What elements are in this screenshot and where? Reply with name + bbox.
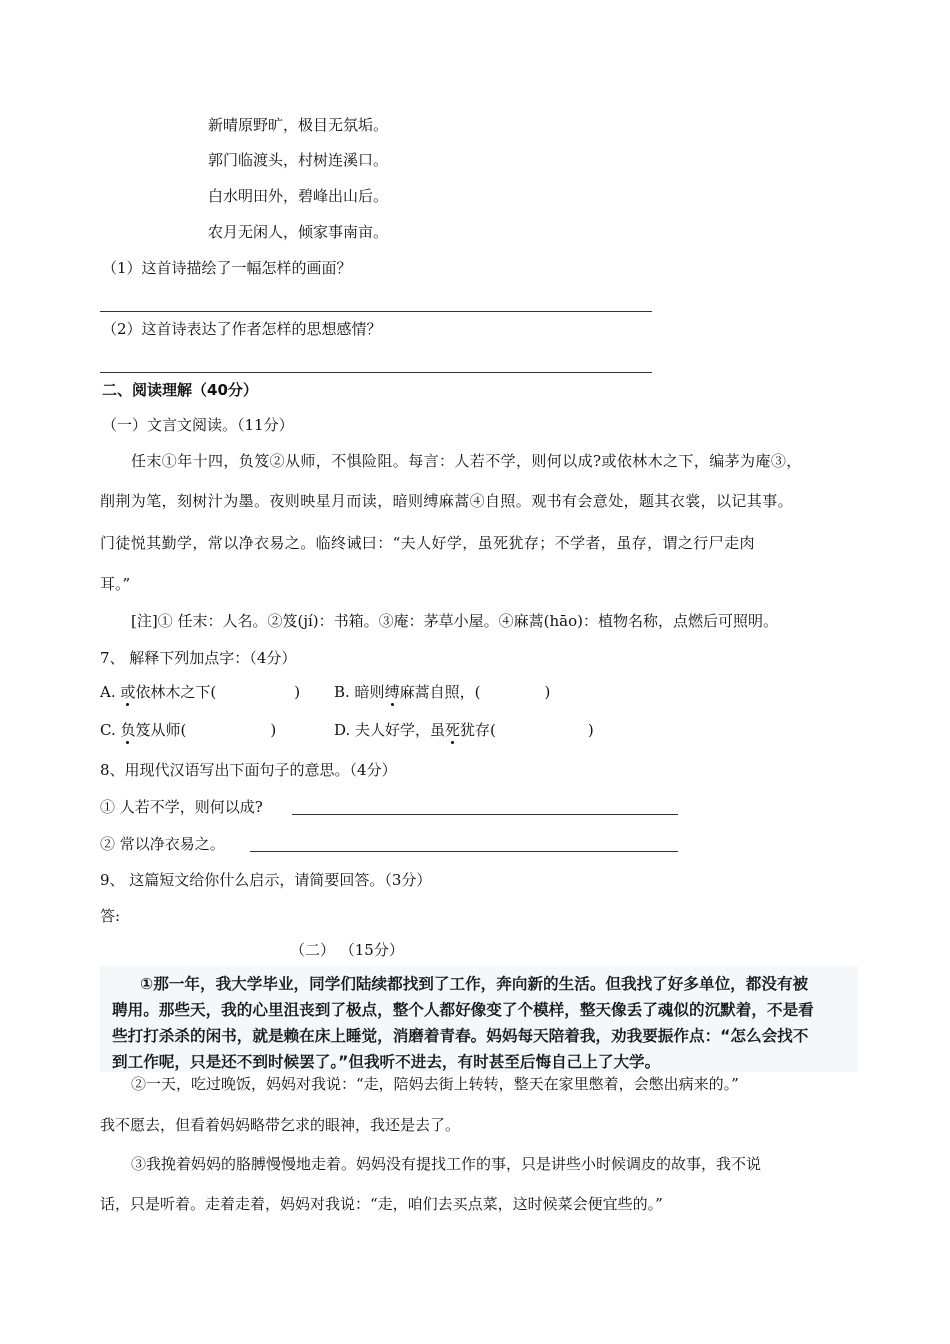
question-9: 9、 这篇短文给你什么启示，请简要回答。（3分） — [100, 871, 432, 889]
scanned-paragraph — [100, 966, 858, 1072]
q7-option-d — [334, 720, 594, 740]
passage-line-1: 任末①年十四，负笈②从师，不惧险阻。每言：人若不学，则何以成?或依林木之下，编茅为庵③， — [131, 452, 802, 470]
story-p3-line-1: ③我挽着妈妈的胳膊慢慢地走着。妈妈没有提找工作的事，只是讲些小时候调皮的故事，我不说 — [131, 1155, 762, 1173]
annotation-note: [注]① 任末：人名。②笈(jí)：书箱。③庵：茅草小屋。④麻蒿(hāo)：植物名称，点燃后可照明。 — [131, 612, 778, 630]
part2-title: （二） （15分） — [290, 941, 404, 959]
part1-title: （一）文言文阅读。（11分） — [102, 416, 294, 434]
q7-d-label: D. 夫人好学，虽 — [334, 721, 446, 739]
q7-d-dotted-char: 死 — [445, 721, 461, 739]
passage-line-4: 耳。” — [100, 575, 131, 593]
section-heading: 二、阅读理解（40分） — [102, 381, 258, 399]
scan-line-1: ①那一年，我大学毕业，同学们陆续都找到了工作，奔向新的生活。但我找了好多单位，都没有被 — [140, 975, 809, 993]
answer-line-2[interactable] — [100, 372, 652, 373]
q7-c-dotted-char: 负 — [120, 721, 136, 739]
q7-d-text: 犹存( — [460, 721, 496, 739]
q7-c-text: 笈从师( — [135, 721, 187, 739]
answer-line-1[interactable] — [100, 311, 652, 312]
q7-c-close: ) — [270, 721, 277, 739]
q7-a-text: 依林木之下( — [135, 683, 217, 701]
q7-b-text: 麻蒿自照，( — [399, 683, 481, 701]
q7-option-a — [100, 682, 300, 702]
passage-line-3: 门徒悦其勤学，常以净衣易之。临终诫曰：“夫人好学，虽死犹存；不学者，虽存，谓之行尸走肉 — [100, 534, 755, 552]
scan-line-2: 聘用。那些天，我的心里沮丧到了极点，整个人都好像变了个模样，整天像丢了魂似的沉默着，不是看 — [112, 1001, 814, 1019]
q7-option-c — [100, 720, 276, 740]
q7-d-close: ) — [587, 721, 594, 739]
question-8: 8、用现代汉语写出下面句子的意思。（4分） — [100, 761, 397, 779]
question-7: 7、 解释下列加点字：（4分） — [100, 649, 297, 667]
poem-question-1: （1）这首诗描绘了一幅怎样的画面？ — [102, 259, 352, 277]
q8-item-1: ① 人若不学，则何以成? — [100, 798, 263, 816]
q8-item-2: ② 常以净衣易之。 — [100, 835, 225, 853]
q7-b-close: ) — [544, 683, 551, 701]
story-p2-line-1: ②一天，吃过晚饭，妈妈对我说：“走，陪妈去街上转转，整天在家里憋着，会憋出病来的。” — [131, 1075, 739, 1093]
q7-b-dotted-char: 缚 — [384, 683, 400, 701]
q7-c-label: C. — [100, 721, 121, 739]
story-p3-line-2: 话，只是听着。走着走着，妈妈对我说：“走，咱们去买点菜，这时候菜会便宜些的。” — [100, 1195, 663, 1213]
poem-line-2: 郭门临渡头，村树连溪口。 — [208, 151, 389, 169]
q7-b-label: B. 暗则 — [334, 683, 385, 701]
scan-line-3: 些打打杀杀的闲书，就是赖在床上睡觉，消磨着青春。妈妈每天陪着我，劝我要振作点：“怎么会找不 — [112, 1027, 809, 1045]
q7-a-dotted-char: 或 — [120, 683, 136, 701]
scan-line-4: 到工作呢，只是还不到时候罢了。”但我听不进去，有时甚至后悔自己上了大学。 — [112, 1053, 661, 1071]
poem-line-4: 农月无闲人，倾家事南亩。 — [208, 223, 389, 241]
q8-answer-line-2[interactable] — [250, 851, 678, 852]
q7-a-close: ) — [294, 683, 301, 701]
poem-question-2: （2）这首诗表达了作者怎样的思想感情？ — [102, 320, 382, 338]
q7-option-b — [334, 682, 550, 702]
q7-a-label: A. — [100, 683, 121, 701]
q8-answer-line-1[interactable] — [292, 814, 678, 815]
passage-line-2: 削荆为笔，刻树汁为墨。夜则映星月而读，暗则缚麻蒿④自照。观书有会意处，题其衣裳，以记其事。 — [100, 492, 794, 510]
story-p2-line-2: 我不愿去，但看着妈妈略带乞求的眼神，我还是去了。 — [100, 1116, 461, 1134]
poem-line-1: 新晴原野旷，极目无氛垢。 — [208, 116, 389, 134]
poem-line-3: 白水明田外，碧峰出山后。 — [208, 187, 389, 205]
answer-label: 答: — [100, 907, 121, 925]
